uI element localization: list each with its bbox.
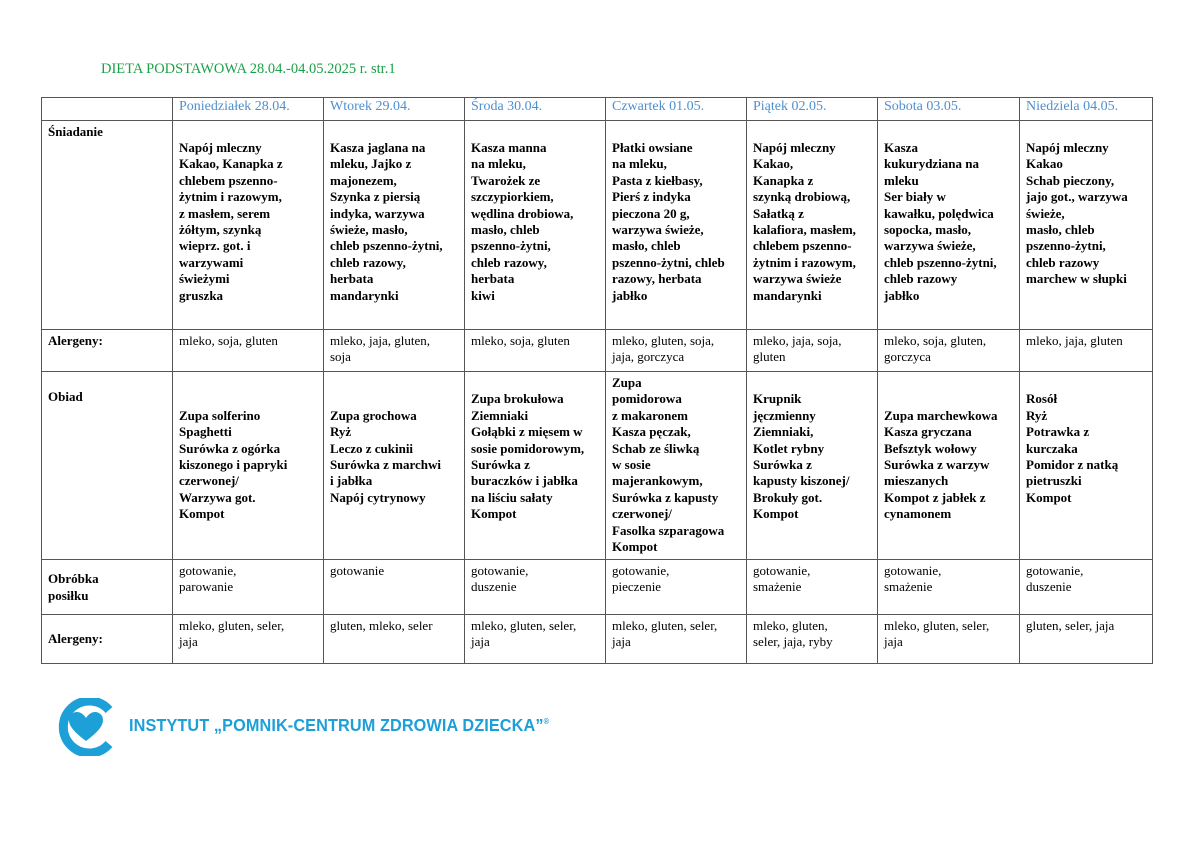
cell-line: z masłem, serem <box>179 205 271 221</box>
cell-line: Kotlet rybny <box>753 440 825 456</box>
cell-line: warzywa świeże, <box>612 222 704 238</box>
cell-line: na mleku, <box>612 156 667 172</box>
meal-cell-alergeny1-day-2 <box>324 330 465 372</box>
cell-line: gorczyca <box>884 349 931 365</box>
meal-cell-obrobka-day-2 <box>324 560 465 615</box>
cell-line: z makaronem <box>612 407 688 423</box>
cell-line: soja <box>330 349 351 365</box>
row-sniadanie <box>42 121 1153 330</box>
cell-line: mleko, gluten, seler, <box>884 618 990 633</box>
meal-cell-alergeny2-day-5 <box>747 615 878 664</box>
cell-spacer <box>471 124 599 140</box>
cell-line: Schab ze śliwką <box>612 440 700 456</box>
cell-line: wędlina drobiowa, <box>471 205 574 221</box>
meal-cell-alergeny2-day-4 <box>606 615 747 664</box>
cell-line: Kakao <box>1026 156 1063 172</box>
meal-cell-alergeny2-day-3 <box>465 615 606 664</box>
cell-line: Krupnik <box>753 391 802 407</box>
meal-cell-obiad-day-6 <box>878 372 1020 560</box>
day-header: Wtorek 29.04. <box>324 98 465 121</box>
cell-line: parowanie <box>179 579 234 595</box>
cell-line: Kompot <box>753 506 799 522</box>
cell-line: chlebem pszenno- <box>753 238 852 254</box>
cell-line: herbata <box>330 271 374 287</box>
row-alergeny-1 <box>42 330 1153 372</box>
header-row <box>42 98 1153 121</box>
cell-line: gotowanie, <box>471 563 529 578</box>
cell-line: smażenie <box>753 579 802 595</box>
cell-line: jęczmienny <box>753 407 816 423</box>
cell-line: gotowanie, <box>612 563 670 578</box>
cell-line: duszenie <box>1026 579 1072 595</box>
cell-spacer <box>330 124 458 140</box>
cell-spacer <box>612 124 740 140</box>
cell-line: szczypiorkiem, <box>471 189 554 205</box>
cell-line: Pomidor z natką <box>1026 457 1119 473</box>
heart-logo-icon <box>52 698 130 756</box>
cell-line: majonezem, <box>330 172 397 188</box>
cell-line: Potrawka z <box>1026 424 1090 440</box>
cell-line: Kasza <box>884 140 918 155</box>
cell-line: jabłko <box>884 287 920 303</box>
cell-line: Ziemniaki, <box>753 424 814 440</box>
meal-cell-obrobka-day-1 <box>173 560 324 615</box>
row-label-alergeny: Alergeny: <box>42 330 173 372</box>
meal-cell-obiad-day-4 <box>606 372 747 560</box>
meal-cell-obiad-day-2 <box>324 372 465 560</box>
cell-line: świeże, masło, <box>330 222 408 238</box>
cell-line: jaja <box>471 634 490 650</box>
cell-line: kukurydziana na <box>884 156 980 172</box>
meal-cell-alergeny2-day-1 <box>173 615 324 664</box>
cell-line: marchew w słupki <box>1026 271 1127 287</box>
cell-line: pszenno-żytni, <box>471 238 551 254</box>
cell-line: Fasolka szparagowa <box>612 522 725 538</box>
meal-cell-alergeny1-day-5 <box>747 330 878 372</box>
cell-line <box>1026 375 1146 391</box>
cell-line: na mleku, <box>471 156 526 172</box>
cell-line: masło, chleb <box>471 222 540 238</box>
cell-line: kurczaka <box>1026 440 1078 456</box>
cell-line <box>179 391 317 407</box>
cell-line: masło, chleb <box>1026 222 1095 238</box>
cell-line: Leczo z cukinii <box>330 440 414 456</box>
cell-line: jajo got., warzywa <box>1026 189 1128 205</box>
cell-line: żytnim i razowym, <box>753 254 856 270</box>
cell-line: na liściu sałaty <box>471 489 553 505</box>
meal-cell-alergeny1-day-7 <box>1020 330 1153 372</box>
cell-line: Surówka z ogórka <box>179 440 281 456</box>
cell-line: Surówka z <box>471 457 530 473</box>
meal-cell-alergeny2-day-2 <box>324 615 465 664</box>
cell-spacer <box>753 124 871 140</box>
cell-line: czerwonej/ <box>612 506 672 522</box>
cell-line: mleko, gluten, soja, <box>612 333 715 348</box>
cell-line: chleb pszenno-żytni, <box>884 254 997 270</box>
meal-cell-obrobka-day-5 <box>747 560 878 615</box>
cell-line: jaja <box>884 634 903 650</box>
cell-line: Zupa marchewkowa <box>884 407 998 423</box>
meal-cell-obiad-day-5 <box>747 372 878 560</box>
cell-line: gotowanie, <box>884 563 942 578</box>
cell-line <box>753 375 871 391</box>
cell-line: mleko, soja, gluten <box>471 333 570 348</box>
cell-line: mleku, Jajko z <box>330 156 412 172</box>
day-header: Sobota 03.05. <box>878 98 1020 121</box>
cell-line: Szynka z piersią <box>330 189 421 205</box>
cell-line: Surówka z <box>753 457 812 473</box>
cell-line: świeżymi <box>179 271 230 287</box>
meal-cell-alergeny1-day-1 <box>173 330 324 372</box>
cell-line <box>884 375 1013 391</box>
cell-line: Kompot <box>471 506 517 522</box>
row-label-obrobka: Obróbka posiłku <box>42 560 173 615</box>
cell-line: pszenno-żytni, chleb <box>612 254 725 270</box>
cell-line: sopocka, masło, <box>884 222 972 238</box>
cell-line: Rosół <box>1026 391 1058 407</box>
meal-cell-obiad-day-3 <box>465 372 606 560</box>
cell-line: kawałku, polędwica <box>884 205 994 221</box>
cell-line: Brokuły got. <box>753 489 823 505</box>
cell-line: Kasza manna <box>471 140 547 155</box>
cell-spacer <box>1026 124 1146 140</box>
cell-line: jabłko <box>612 287 648 303</box>
cell-line: Zupa <box>612 375 642 390</box>
cell-line: mieszanych <box>884 473 949 489</box>
cell-line: gluten <box>753 349 786 365</box>
logo-text: INSTYTUT „POMNIK-CENTRUM ZDROWIA DZIECKA”® <box>129 715 550 735</box>
cell-line: chleb razowy <box>884 271 958 287</box>
meal-cell-sniadanie-day-3 <box>465 121 606 330</box>
cell-line: cynamonem <box>884 506 952 522</box>
cell-line: mandarynki <box>330 287 399 303</box>
cell-line: mleko, gluten, seler, <box>179 618 285 633</box>
cell-line: Napój mleczny <box>179 140 262 155</box>
cell-line: Kakao, Kanapka z <box>179 156 283 172</box>
cell-line: gluten, seler, jaja <box>1026 618 1115 633</box>
cell-line: warzywa świeże, <box>884 238 976 254</box>
meal-cell-obrobka-day-3 <box>465 560 606 615</box>
cell-line: świeże, <box>1026 205 1065 221</box>
cell-line: Kompot <box>179 506 225 522</box>
cell-line: chleb pszenno-żytni, <box>330 238 443 254</box>
cell-line: Surówka z kapusty <box>612 489 719 505</box>
row-obiad <box>42 372 1153 560</box>
row-label-sniadanie: Śniadanie <box>42 121 173 330</box>
cell-line: warzywa świeże <box>753 271 842 287</box>
cell-line <box>884 391 1013 407</box>
cell-line: Zupa solferino <box>179 407 261 423</box>
cell-line: Befsztyk wołowy <box>884 440 977 456</box>
cell-line: Zupa grochowa <box>330 407 417 423</box>
cell-line: Kakao, <box>753 156 794 172</box>
cell-line: mandarynki <box>753 287 822 303</box>
cell-line: mleko, gluten, <box>753 618 828 633</box>
cell-line: seler, jaja, ryby <box>753 634 833 650</box>
cell-line: Napój mleczny <box>1026 140 1109 155</box>
cell-line: majerankowym, <box>612 473 703 489</box>
cell-line: jaja, gorczyca <box>612 349 685 365</box>
cell-line: warzywami <box>179 254 244 270</box>
cell-line: duszenie <box>471 579 517 595</box>
meal-cell-sniadanie-day-4 <box>606 121 747 330</box>
cell-line: gotowanie <box>330 563 385 578</box>
meal-cell-sniadanie-day-6 <box>878 121 1020 330</box>
meal-cell-sniadanie-day-2 <box>324 121 465 330</box>
document-title: DIETA PODSTAWOWA 28.04.-04.05.2025 r. str.1 <box>101 61 396 77</box>
cell-line: Zupa brokułowa <box>471 391 564 407</box>
meal-cell-sniadanie-day-1 <box>173 121 324 330</box>
cell-spacer <box>179 124 317 140</box>
cell-line: Twarożek ze <box>471 172 541 188</box>
cell-line: Warzywa got. <box>179 489 256 505</box>
cell-line: pieczona 20 g, <box>612 205 690 221</box>
cell-line <box>179 375 317 391</box>
meal-cell-alergeny1-day-3 <box>465 330 606 372</box>
day-header: Poniedziałek 28.04. <box>173 98 324 121</box>
row-alergeny-2 <box>42 615 1153 664</box>
cell-line: Kanapka z <box>753 172 814 188</box>
diet-table <box>41 97 1153 664</box>
cell-line: Gołąbki z mięsem w <box>471 424 583 440</box>
cell-line: jaja <box>612 634 631 650</box>
cell-line: chlebem pszenno- <box>179 172 278 188</box>
meal-cell-obiad-day-7 <box>1020 372 1153 560</box>
cell-line: pszenno-żytni, <box>1026 238 1106 254</box>
cell-line: i jabłka <box>330 473 373 489</box>
cell-line: Sałatką z <box>753 205 804 221</box>
header-corner-cell <box>42 98 173 121</box>
cell-line: mleko, gluten, seler, <box>612 618 718 633</box>
cell-line: mleko, soja, gluten, <box>884 333 987 348</box>
cell-line <box>471 375 599 391</box>
cell-line: mleko, jaja, gluten, <box>330 333 431 348</box>
cell-line: smażenie <box>884 579 933 595</box>
cell-line: kiszonego i papryki <box>179 457 288 473</box>
row-label-alergeny: Alergeny: <box>42 615 173 664</box>
cell-line: herbata <box>471 271 515 287</box>
cell-line: pietruszki <box>1026 473 1082 489</box>
cell-line: Ryż <box>1026 407 1048 423</box>
cell-line: Napój mleczny <box>753 140 836 155</box>
cell-line: Kompot z jabłek z <box>884 489 986 505</box>
meal-cell-alergeny1-day-4 <box>606 330 747 372</box>
day-header: Niedziela 04.05. <box>1020 98 1153 121</box>
cell-line: chleb razowy, <box>330 254 406 270</box>
cell-line: mleko, jaja, gluten <box>1026 333 1123 348</box>
cell-spacer <box>884 124 1013 140</box>
cell-line: Kompot <box>1026 489 1072 505</box>
meal-cell-alergeny1-day-6 <box>878 330 1020 372</box>
cell-line: Ser biały w <box>884 189 946 205</box>
cell-line <box>330 375 458 391</box>
cell-line: Pasta z kiełbasy, <box>612 172 703 188</box>
cell-line: masło, chleb <box>612 238 681 254</box>
cell-line: Ziemniaki <box>471 407 529 423</box>
cell-line: Płatki owsiane <box>612 140 693 155</box>
cell-line: Spaghetti <box>179 424 232 440</box>
meal-cell-obrobka-day-4 <box>606 560 747 615</box>
cell-line: buraczków i jabłka <box>471 473 578 489</box>
cell-line: szynką drobiową, <box>753 189 851 205</box>
cell-line: mleko, gluten, seler, <box>471 618 577 633</box>
meal-cell-sniadanie-day-5 <box>747 121 878 330</box>
cell-line: Schab pieczony, <box>1026 172 1115 188</box>
day-header: Piątek 02.05. <box>747 98 878 121</box>
cell-line: mleko, jaja, soja, <box>753 333 842 348</box>
meal-cell-alergeny2-day-6 <box>878 615 1020 664</box>
cell-line: kiwi <box>471 287 495 303</box>
cell-line: czerwonej/ <box>179 473 239 489</box>
cell-line: gluten, mleko, seler <box>330 618 433 633</box>
cell-line: kapusty kiszonej/ <box>753 473 850 489</box>
cell-line: żółtym, szynką <box>179 222 262 238</box>
meal-cell-obrobka-day-6 <box>878 560 1020 615</box>
cell-line: gotowanie, <box>753 563 811 578</box>
cell-line: Kasza pęczak, <box>612 424 691 440</box>
cell-line <box>330 391 458 407</box>
cell-line: pieczenie <box>612 579 662 595</box>
cell-line: Ryż <box>330 424 352 440</box>
cell-line: Pierś z indyka <box>612 189 691 205</box>
cell-line: kalafiora, masłem, <box>753 222 856 238</box>
cell-line: chleb razowy, <box>471 254 547 270</box>
cell-line: indyka, warzywa <box>330 205 425 221</box>
cell-line: żytnim i razowym, <box>179 189 282 205</box>
row-label-obiad: Obiad <box>42 372 173 560</box>
cell-line: Surówka z marchwi <box>330 457 441 473</box>
row-obrobka <box>42 560 1153 615</box>
meal-cell-obrobka-day-7 <box>1020 560 1153 615</box>
cell-line: w sosie <box>612 457 651 473</box>
cell-line: mleko, soja, gluten <box>179 333 278 348</box>
cell-line: razowy, herbata <box>612 271 702 287</box>
cell-line: wieprz. got. i <box>179 238 251 254</box>
cell-line: chleb razowy <box>1026 254 1100 270</box>
cell-line: Surówka z warzyw <box>884 457 990 473</box>
cell-line: sosie pomidorowym, <box>471 440 585 456</box>
cell-line: mleku <box>884 172 919 188</box>
cell-line: Napój cytrynowy <box>330 489 426 505</box>
cell-line: gotowanie, <box>1026 563 1084 578</box>
cell-line: Kasza jaglana na <box>330 140 426 155</box>
institute-logo <box>52 698 552 756</box>
cell-line: Kompot <box>612 539 658 555</box>
cell-line: gotowanie, <box>179 563 237 578</box>
meal-cell-alergeny2-day-7 <box>1020 615 1153 664</box>
meal-cell-obiad-day-1 <box>173 372 324 560</box>
cell-line: pomidorowa <box>612 391 682 407</box>
cell-line: gruszka <box>179 287 224 303</box>
cell-line: jaja <box>179 634 198 650</box>
cell-line: Kasza gryczana <box>884 424 972 440</box>
day-header: Czwartek 01.05. <box>606 98 747 121</box>
meal-cell-sniadanie-day-7 <box>1020 121 1153 330</box>
day-header: Środa 30.04. <box>465 98 606 121</box>
